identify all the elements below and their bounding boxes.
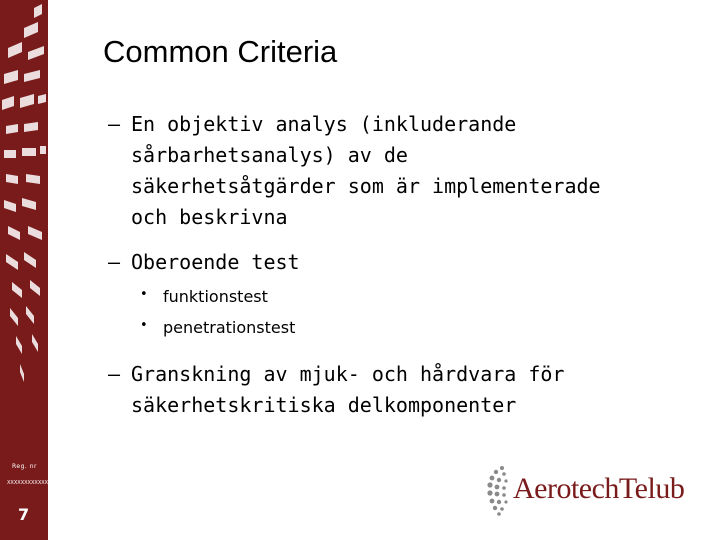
company-logo <box>484 462 694 522</box>
registration-label: Reg. nr <box>12 463 37 470</box>
sub-bullet-dot: • <box>140 318 148 333</box>
registration-number: XXXXXXXXXXXX <box>7 480 48 486</box>
bullet-text: Oberoende test <box>131 250 300 274</box>
bullet-text: Granskning av mjuk- och hårdvara för säkerhetskritiska delkomponenter <box>131 362 565 417</box>
slide-title: Common Criteria <box>103 34 338 69</box>
sub-bullet-text: funktionstest <box>163 287 268 306</box>
sub-bullet-item <box>140 318 295 337</box>
page-number: 7 <box>18 505 30 524</box>
bullet-item <box>108 247 698 278</box>
bullet-dash: – <box>108 250 121 274</box>
sidebar-band <box>0 0 48 540</box>
sub-bullet-dot: • <box>140 287 148 302</box>
bullet-text: En objektiv analys (inkluderande sårbarhetsanalys) av de säkerhetsåtgärder som är implementerade och beskrivna <box>131 112 601 229</box>
bullet-item <box>108 109 698 233</box>
bullet-dash: – <box>108 362 121 386</box>
bullet-dash: – <box>108 112 121 136</box>
sub-bullet-text: penetrationstest <box>163 318 296 337</box>
sub-bullet-item <box>140 287 268 306</box>
logo-wordmark: AerotechTelub <box>513 472 685 505</box>
decorative-pattern <box>0 0 48 460</box>
bullet-item <box>108 359 698 421</box>
logo-dots-icon <box>484 462 514 522</box>
